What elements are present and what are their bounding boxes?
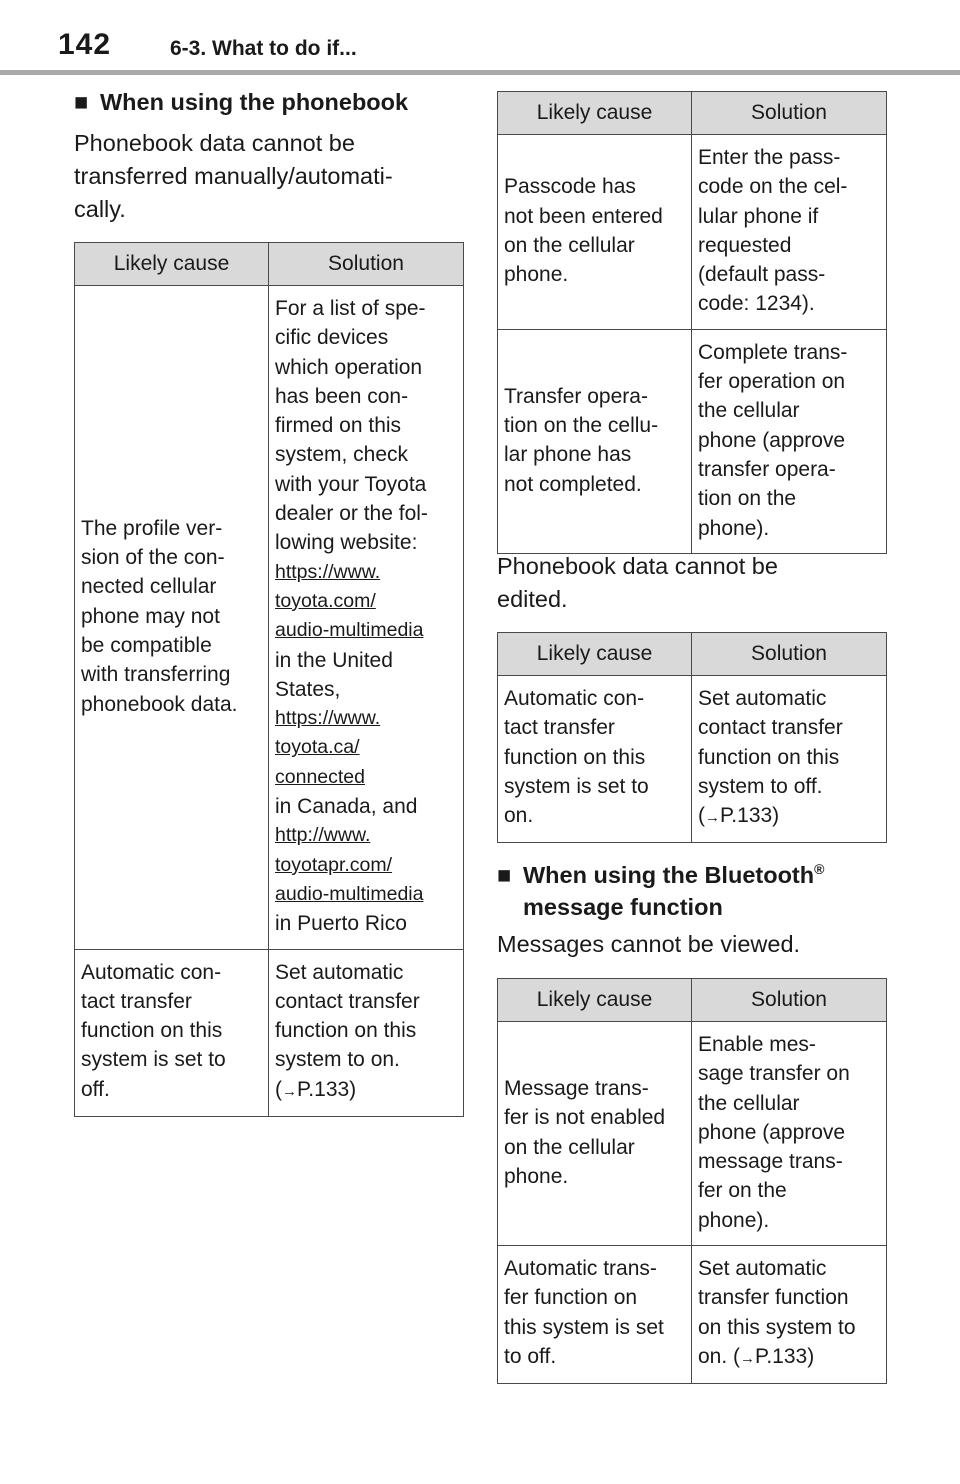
toyota-puerto-rico-link[interactable]: audio-multimedia bbox=[275, 882, 424, 905]
toyota-us-link[interactable]: https://www. bbox=[275, 560, 381, 583]
message-table bbox=[497, 978, 887, 1384]
toyota-us-link[interactable]: toyota.com/ bbox=[275, 589, 376, 612]
solution-cell: Set automatic contact transfer function on this system to on. (→P.133) bbox=[269, 949, 464, 1116]
table-header-row bbox=[75, 243, 464, 286]
message-intro: Messages cannot be viewed. bbox=[497, 931, 801, 957]
table-row bbox=[498, 329, 887, 553]
square-bullet-icon: ■ bbox=[497, 861, 512, 888]
solution-cell: Enter the pass- code on the cel- lular phone if requested (default pass- code: 1234). bbox=[692, 135, 887, 330]
phonebook-transfer-table bbox=[74, 242, 464, 1117]
column-header-solution: Solution bbox=[269, 243, 464, 286]
column-header-cause: Likely cause bbox=[498, 92, 692, 135]
square-bullet-icon: ■ bbox=[74, 89, 89, 115]
solution-cell: Enable mes- sage transfer on the cellular phone (approve message trans- fer on the phone). bbox=[692, 1022, 887, 1246]
toyota-us-link[interactable]: audio-multimedia bbox=[275, 619, 424, 642]
page-reference[interactable]: (→P.133) bbox=[275, 1077, 357, 1101]
toyota-puerto-rico-link[interactable]: toyotapr.com/ bbox=[275, 853, 393, 876]
phonebook-edit-table bbox=[497, 632, 887, 843]
solution-cell: Complete trans- fer operation on the cellular phone (approve transfer opera- tion on the phone). bbox=[692, 329, 887, 553]
table-row bbox=[75, 286, 464, 950]
message-heading: ■ When using the Bluetooth® message function bbox=[497, 853, 824, 923]
solution-cell: Set automatic transfer function on this system to on. (→P.133) bbox=[692, 1246, 887, 1384]
table-row bbox=[498, 135, 887, 330]
column-header-cause: Likely cause bbox=[498, 633, 692, 676]
cause-cell: Transfer opera- tion on the cellu- lar phone has not completed. bbox=[498, 329, 692, 553]
table-row bbox=[498, 1246, 887, 1384]
right-arrow-icon: → bbox=[705, 809, 720, 827]
column-header-solution: Solution bbox=[692, 979, 887, 1022]
cause-cell: Message trans- fer is not enabled on the cellular phone. bbox=[498, 1022, 692, 1246]
toyota-canada-link[interactable]: toyota.ca/ bbox=[275, 736, 360, 759]
header-divider bbox=[0, 70, 960, 75]
solution-cell: For a list of spe- cific devices which operation has been con- firmed on this system, check with your Toyota dealer or the fol- lowing website: https://www. toyota.com/ audio-multimedia in the United States, https://www. toyota.ca/ connected in Canada, and http://www. toyotapr.com/ audio-multimedia in Puerto Rico bbox=[269, 286, 464, 950]
toyota-puerto-rico-link[interactable]: http://www. bbox=[275, 824, 371, 847]
cause-cell: Passcode has not been entered on the cellular phone. bbox=[498, 135, 692, 330]
table-header-row bbox=[498, 633, 887, 676]
phonebook-transfer-intro: Phonebook data cannot be transferred manually/automati- cally. bbox=[74, 130, 393, 222]
phonebook-heading-text: When using the phonebook bbox=[100, 89, 409, 115]
cause-cell: Automatic con- tact transfer function on this system is set to off. bbox=[75, 949, 269, 1116]
solution-cell: Set automatic contact transfer function on this system to off. (→P.133) bbox=[692, 676, 887, 843]
page-number: 142 bbox=[58, 28, 112, 61]
right-arrow-icon: → bbox=[282, 1082, 297, 1100]
table-header-row bbox=[498, 92, 887, 135]
right-arrow-icon: → bbox=[740, 1349, 756, 1367]
phonebook-edit-intro: Phonebook data cannot be edited. bbox=[497, 553, 778, 612]
toyota-canada-link[interactable]: connected bbox=[275, 765, 365, 788]
section-title: 6-3. What to do if... bbox=[170, 37, 357, 60]
column-header-solution: Solution bbox=[692, 633, 887, 676]
table-header-row bbox=[498, 979, 887, 1022]
table-row bbox=[498, 1022, 887, 1246]
column-header-solution: Solution bbox=[692, 92, 887, 135]
column-header-cause: Likely cause bbox=[498, 979, 692, 1022]
page-reference[interactable]: (→P.133) bbox=[698, 804, 780, 828]
cause-cell: The profile ver- sion of the con- nected cellular phone may not be compatible with transferring phonebook data. bbox=[75, 286, 269, 950]
table-row bbox=[75, 949, 464, 1116]
column-header-cause: Likely cause bbox=[75, 243, 269, 286]
cause-cell: Automatic trans- fer function on this system is set to off. bbox=[498, 1246, 692, 1384]
table-row bbox=[498, 676, 887, 843]
page-reference[interactable]: on. (→P.133) bbox=[698, 1344, 815, 1368]
cause-cell: Automatic con- tact transfer function on this system is set to on. bbox=[498, 676, 692, 843]
passcode-table bbox=[497, 91, 887, 554]
phonebook-heading bbox=[74, 86, 408, 118]
toyota-canada-link[interactable]: https://www. bbox=[275, 707, 381, 730]
